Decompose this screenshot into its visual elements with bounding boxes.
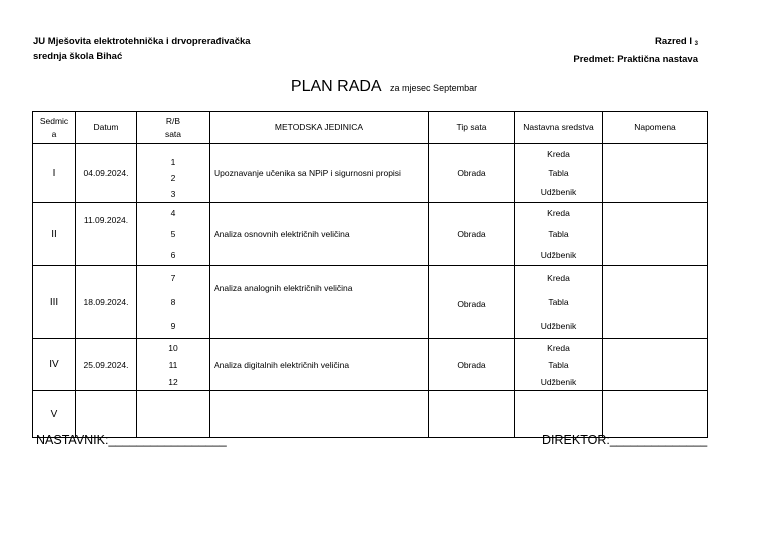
tools-cell [515, 144, 603, 203]
note-cell [603, 144, 708, 203]
col-header-tools: Nastavna sredstva [515, 112, 603, 144]
type-cell [429, 391, 515, 438]
col-header-week: Sedmic a [33, 112, 76, 144]
tool-item: Kreda [547, 273, 570, 283]
date-cell: 25.09.2024. [76, 339, 137, 391]
tool-item: Tabla [548, 359, 569, 370]
school-name-line1: JU Mješovita elektrotehnička i drvoprerađivačka [33, 36, 251, 47]
unit-cell: Analiza analognih električnih veličina [210, 266, 429, 339]
date-cell: 11.09.2024. [76, 203, 137, 266]
class-info [573, 34, 698, 67]
col-header-date: Datum [76, 112, 137, 144]
hour-number: 9 [170, 321, 176, 331]
razred-label: Razred I 3 [655, 36, 698, 47]
table-header-row [33, 112, 708, 144]
unit-cell: Analiza digitalnih električnih veličina [210, 339, 429, 391]
tool-item: Udžbenik [540, 187, 577, 198]
date-cell [76, 391, 137, 438]
tool-item: Tabla [548, 167, 569, 178]
week-cell: IV [33, 339, 76, 391]
unit-cell [210, 391, 429, 438]
col-header-type: Tip sata [429, 112, 515, 144]
week-cell: III [33, 266, 76, 339]
week-cell: V [33, 391, 76, 438]
tool-item: Udžbenik [540, 249, 577, 260]
table-row [33, 266, 708, 339]
tools-cell [515, 266, 603, 339]
note-cell [603, 266, 708, 339]
note-cell [603, 339, 708, 391]
hour-number: 1 [170, 157, 176, 167]
school-name [33, 34, 251, 64]
hour-number: 3 [170, 189, 176, 199]
col-header-note: Napomena [603, 112, 708, 144]
table-row [33, 144, 708, 203]
tool-item: Tabla [548, 297, 569, 307]
date-cell: 04.09.2024. [76, 144, 137, 203]
tool-item: Tabla [548, 228, 569, 239]
hours-cell [137, 144, 210, 203]
date-cell: 18.09.2024. [76, 266, 137, 339]
hour-number: 8 [170, 297, 176, 307]
table-row [33, 391, 708, 438]
table-row [33, 339, 708, 391]
week-cell: II [33, 203, 76, 266]
tool-item: Udžbenik [540, 376, 577, 387]
col-header-hour: R/B sata [137, 112, 210, 144]
page-subtitle: za mjesec Septembar [390, 83, 478, 93]
hour-number: 12 [168, 376, 178, 387]
hours-cell [137, 391, 210, 438]
tool-item: Udžbenik [540, 321, 577, 331]
col-header-unit: METODSKA JEDINICA [210, 112, 429, 144]
type-cell: Obrada [429, 339, 515, 391]
page-title-row [0, 78, 768, 96]
page-title: PLAN RADA [290, 78, 382, 95]
unit-cell: Upoznavanje učenika sa NPiP i sigurnosni propisi [210, 144, 429, 203]
tool-item: Kreda [547, 208, 570, 219]
plan-table [32, 111, 708, 438]
tool-item: Kreda [547, 342, 570, 353]
predmet-label: Predmet: Praktična nastava [573, 54, 698, 65]
hour-number: 5 [170, 228, 176, 239]
type-cell: Obrada [429, 144, 515, 203]
razred-subscript: 3 [694, 41, 698, 47]
hour-number: 11 [168, 359, 178, 370]
hours-cell [137, 203, 210, 266]
tools-cell [515, 391, 603, 438]
type-cell: Obrada [429, 203, 515, 266]
hour-number: 6 [170, 249, 176, 260]
hour-number: 2 [170, 173, 176, 183]
table-row [33, 203, 708, 266]
type-cell: Obrada [429, 266, 515, 339]
note-cell [603, 391, 708, 438]
hour-number: 7 [170, 273, 176, 283]
tools-cell [515, 339, 603, 391]
school-name-line2: srednja škola Bihać [33, 51, 123, 62]
teacher-signature-line: NASTAVNIK:_________________ [36, 433, 227, 447]
tool-item: Kreda [547, 148, 570, 159]
hours-cell [137, 266, 210, 339]
week-cell: I [33, 144, 76, 203]
unit-cell: Analiza osnovnih električnih veličina [210, 203, 429, 266]
director-signature-line: DIREKTOR:______________ [542, 433, 708, 447]
tools-cell [515, 203, 603, 266]
hour-number: 10 [168, 342, 178, 353]
hour-number: 4 [170, 208, 176, 219]
note-cell [603, 203, 708, 266]
hours-cell [137, 339, 210, 391]
